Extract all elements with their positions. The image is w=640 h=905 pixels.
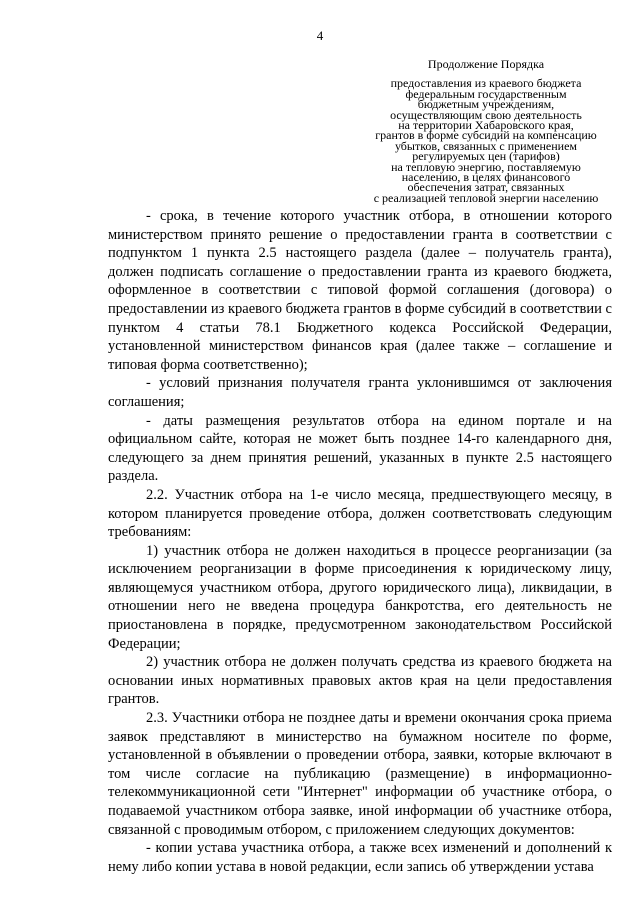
appendix-header <box>360 59 612 203</box>
paragraph: 2.2. Участник отбора на 1-е число месяца, предшествующего месяцу, в котором планируется проведение отбора, должен соответствовать следующим требованиям: <box>108 486 612 541</box>
header-line: обеспечения затрат, связанных <box>407 180 565 195</box>
paragraph: - даты размещения результатов отбора на едином портале и на официальном сайте, которая не может быть позднее 14-го календарного дня, следующего за днем принятия решений, указанных в пункте 2.5 настоящего раздела. <box>108 412 612 485</box>
paragraph: 2.3. Участники отбора не позднее даты и времени окончания срока приема заявок представляют в министерство на бумажном носителе по форме, установленной в объявлении о проведении отбора, заявки, которые включают в том числе согласие на публикацию (размещение) в информационно-телекоммуникационной сети "Интернет" информации об участнике отбора, о подаваемой участником отбора заявке, иной информации об участнике отбора, связанной с проводимым отбором, с приложением следующих документов: <box>108 710 612 838</box>
header-line: населению, в целях финансового <box>401 170 571 185</box>
header-line: с реализацией тепловой энергии населению <box>373 190 599 205</box>
page-number: 4 <box>316 28 324 43</box>
header-line: бюджетным учреждениям, <box>417 97 555 112</box>
header-line: осуществляющим свою деятельность <box>390 107 582 122</box>
document-body <box>108 207 612 876</box>
paragraph: - копии устава участника отбора, а также всех изменений и дополнений к нему либо копии устава в новой редакции, если запись об утверждении устава <box>108 840 612 875</box>
header-line: регулируемых цен (тарифов) <box>412 149 560 164</box>
header-line: федеральным государственным <box>405 86 567 101</box>
paragraph: 2) участник отбора не должен получать средства из краевого бюджета на основании иных нормативных правовых актов края на цели предоставления грантов. <box>108 654 612 708</box>
header-line: предоставления из краевого бюджета <box>390 76 582 91</box>
header-line: грантов в форме субсидий на компенсацию <box>375 128 597 143</box>
paragraph: - срока, в течение которого участник отбора, в отношении которого министерством принято решение о предоставлении гранта в соответствии с подпунктом 1 пункта 2.5 настоящего раздела (далее – получатель гранта), должен подписать соглашение о предоставлении гранта из краевого бюджета, оформленное в соответствии с типовой формой соглашения (договора) о предоставлении из краевого бюджета грантов в форме субсидий в соответствии с пунктом 4 статьи 78.1 Бюджетного кодекса Российской Федерации, установленной министерством финансов края (далее также – соглашение и типовая форма соответственно); <box>108 208 612 373</box>
header-line: на тепловую энергию, поставляемую <box>391 159 581 174</box>
header-line: убытков, связанных с применением <box>394 138 578 153</box>
paragraph: - условий признания получателя гранта уклонившимся от заключения соглашения; <box>108 375 612 410</box>
header-continuation: Продолжение Порядка <box>427 57 545 71</box>
header-line: на территории Хабаровского края, <box>398 118 574 133</box>
paragraph: 1) участник отбора не должен находиться в процессе реорганизации (за исключением реорганизации в форме присоединения к юридическому лицу, являющемуся участником отбора, другого юридического лица), ликвидации, в отношении него не введена процедура банкротства, его деятельность не приостановлена в порядке, предусмотренном законодательством Российской Федерации; <box>108 542 612 652</box>
